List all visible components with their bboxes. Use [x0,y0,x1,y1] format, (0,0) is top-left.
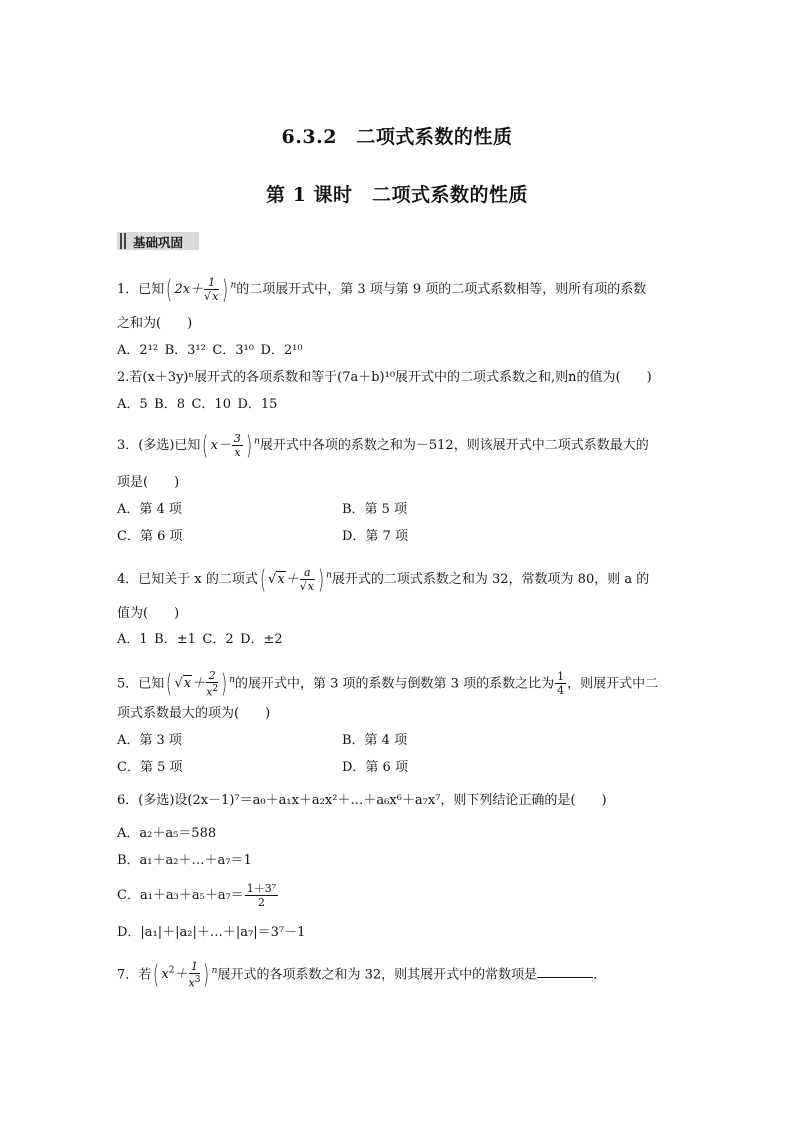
q7-line: 7．若( $x^2+$ $\frac{1}{x^3}$ ) $^n$展开式的各项系数之和为 32，则其展开式中的常数项是 ． [117,959,607,990]
q5-line2: 项式系数最大的项为( ) [117,706,271,721]
q2-line: 2.若(x＋3y)ⁿ展开式的各项系数和等于(7a＋b)¹⁰展开式中的二项式系数之和,则n的值为( ) [117,370,652,385]
q6-option-a: A．a₂＋a₅＝588 [117,826,217,841]
q3-expr: x－ $\frac{3}{x}$ [210,432,241,459]
q7-number: 7．若 [117,967,152,983]
section-tag [117,232,199,250]
paren-right: ) [203,959,210,990]
paren-left: ( [153,959,160,990]
q1-expr: 2x＋ $\frac{1}{√x}$ [174,276,219,303]
q5-number: 5．已知 [117,676,165,692]
answer-blank[interactable] [537,965,593,978]
q4-options: A．1 B．±1 C．2 D．±2 [117,632,283,647]
q6-option-d: D．|a₁|＋|a₂|＋…＋|a₇|＝3⁷－1 [117,925,306,940]
q3-option-d: D．第 7 项 [342,529,408,544]
paren-left: ( [166,668,173,699]
q6-option-c: C．a₁＋a₃＋a₅＋a₇＝ $\frac{\text{1＋3⁷}}{2}$ [117,882,277,909]
q5-text-end: ，则展开式中二 [567,676,659,692]
q5-option-b: B．第 4 项 [342,733,408,748]
page-title: 6.3.2 二项式系数的性质 [281,126,513,148]
q5-expr: √x＋ $\frac{2}{x^2}$ [174,669,219,699]
q3-text: 展开式中各项的系数之和为－512，则该展开式中二项式系数最大的 [259,438,649,453]
q3-number: 3．(多选)已知 [117,438,201,453]
paren-left: ( [166,274,173,305]
paren-right: ) [221,668,228,699]
q7-expr: $x^2+$ $\frac{1}{x^3}$ [161,960,201,990]
q4-line1: 4．已知关于 x 的二项式( √x＋ $\frac{a}{√x}$ ) $^n$展开式的二项式系数之和为 32，常数项为 80，则 a 的 [117,564,650,595]
paren-right: ) [317,564,325,595]
q5-option-c: C．第 5 项 [117,760,183,775]
paren-left: ( [259,564,266,595]
q4-number: 4．已知关于 x 的二项式 [117,572,258,587]
section-label: 基础巩固 [133,235,184,250]
tag-bar-icon [120,233,122,249]
q5-ratio: $\frac{1}{4}$ [557,670,565,698]
q3-line1: 3．(多选)已知( x－ $\frac{3}{x}$ ) $^n$展开式中各项的系数之和为－512，则该展开式中二项式系数最大的 [117,430,649,461]
q3-option-c: C．第 6 项 [117,529,183,544]
q3-option-a: A．第 4 项 [117,502,182,517]
q5-option-d: D．第 6 项 [342,760,408,775]
q6-option-b: B．a₁＋a₂＋…＋a₇＝1 [117,853,252,868]
q7-text: 展开式的各项系数之和为 32，则其展开式中的常数项是 [217,967,538,983]
q1-options: A．2¹² B．3¹² C．3¹⁰ D．2¹⁰ [117,343,303,358]
paren-left: ( [202,430,209,461]
q5-line1: 5．已知( √x＋ $\frac{2}{x^2}$ ) $^n$的展开式中，第 3 项的系数与倒数第 3 项的系数之比为 $\frac{1}{4}$ ，则展开式中二 [117,668,659,699]
paren-right: ) [222,274,229,305]
q4-text: 展开式的二项式系数之和为 32，常数项为 80，则 a 的 [331,572,650,587]
paren-right: ) [245,430,253,461]
q1-line1: 1．已知( 2x＋ $\frac{1}{√x}$ ) $^n$的二项展开式中，第 3 项与第 9 项的二项式系数相等，则所有项的系数 [117,274,647,305]
q1-text: 的二项展开式中，第 3 项与第 9 项的二项式系数相等，则所有项的系数 [236,282,647,297]
q5-option-a: A．第 3 项 [117,733,182,748]
q6-option-c-fraction: $\frac{\text{1＋3⁷}}{2}$ [246,882,277,909]
page-subtitle: 第 1 课时 二项式系数的性质 [266,184,528,206]
tag-bar-icon [124,233,126,249]
q1-line2: 之和为( ) [117,316,193,331]
q6-line: 6．(多选)设(2x－1)⁷＝a₀＋a₁x＋a₂x²＋…＋a₆x⁶＋a₇x⁷，则下列结论正确的是( ) [117,793,607,808]
q2-options: A．5 B．8 C．10 D．15 [117,397,278,412]
q3-line2: 项是( ) [117,475,180,490]
q4-line2: 值为( ) [117,606,180,621]
q4-expr: √x＋ $\frac{a}{√x}$ [268,566,314,593]
q5-text: 的展开式中，第 3 项的系数与倒数第 3 项的系数之比为 [235,676,555,692]
q1-number: 1．已知 [117,282,165,297]
q3-option-b: B．第 5 项 [342,502,408,517]
